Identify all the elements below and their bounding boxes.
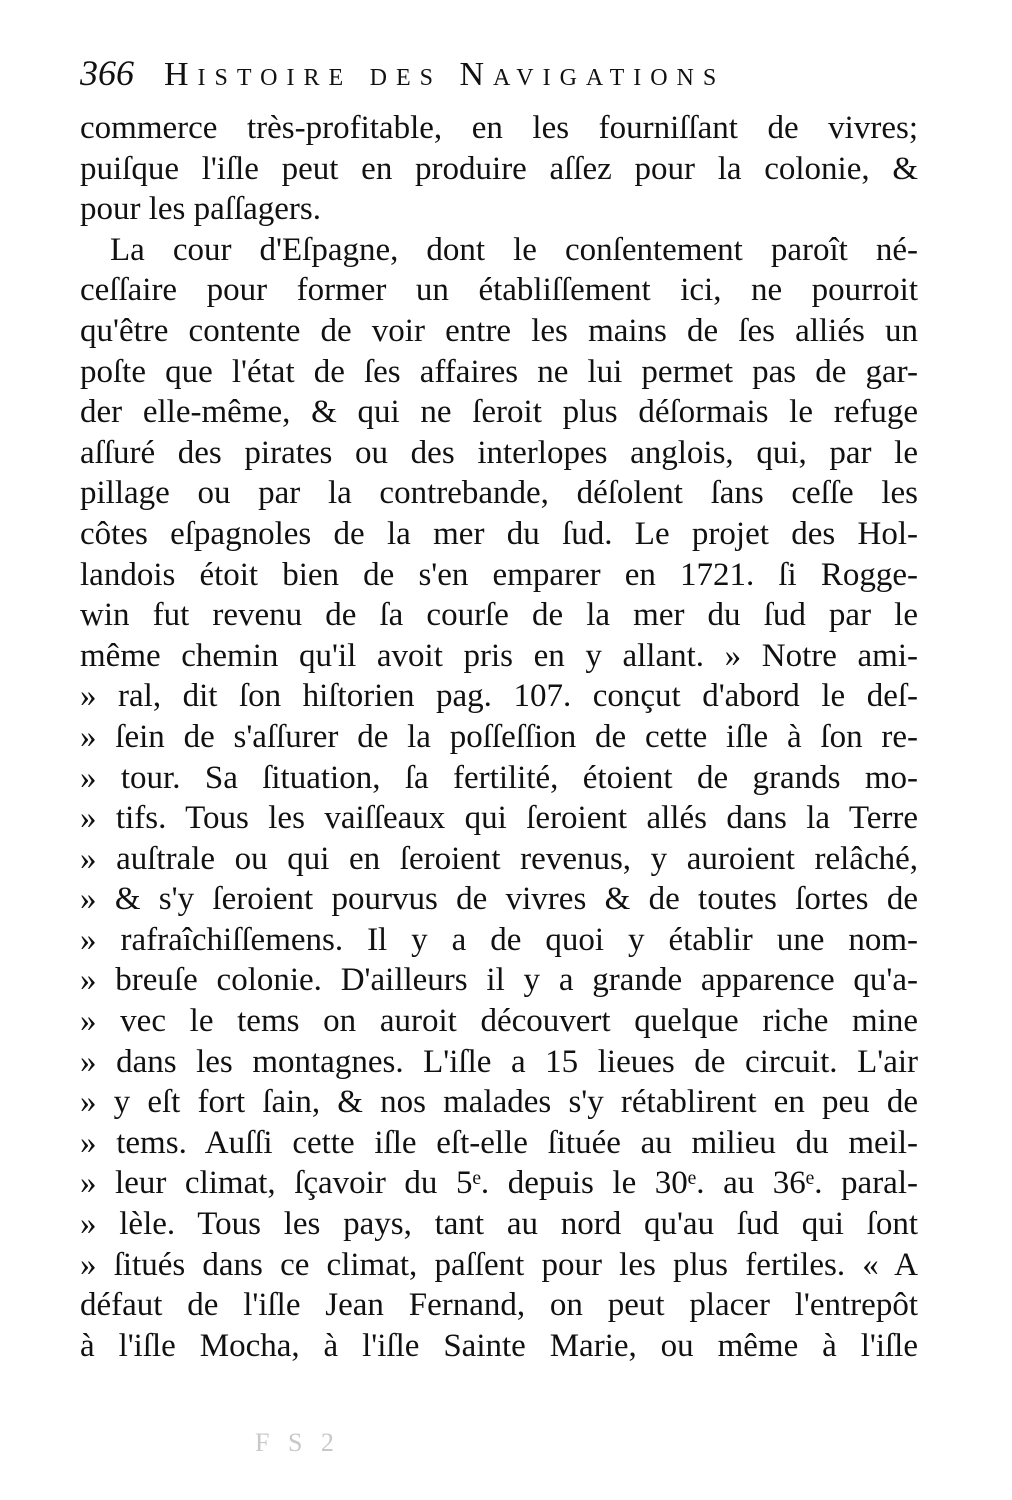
text-line: commerce très-profitable, en les fourniſſant de vivres; <box>80 110 918 146</box>
text-line: » tour. Sa ſituation, ſa fertilité, étoient de grands mo- <box>80 759 918 796</box>
text-line: landois étoit bien de s'en emparer en 1721. ſi Rogge- <box>80 556 918 593</box>
text-line: » ſein de s'aſſurer de la poſſeſſion de cette iſle à ſon re- <box>80 718 918 755</box>
text-line: défaut de l'iſle Jean Fernand, on peut placer l'entrepôt <box>80 1287 918 1324</box>
text-line: » y eſt fort ſain, & nos malades s'y rétablirent en peu de <box>80 1084 918 1121</box>
text-line: » auſtrale ou qui en ſeroient revenus, y auroient relâché, <box>80 840 918 877</box>
text-line: » vec le tems on auroit découvert quelque riche mine <box>80 1003 918 1040</box>
text-line: » ſitués dans ce climat, paſſent pour les plus fertiles. « A <box>80 1246 918 1283</box>
text-line: » breuſe colonie. D'ailleurs il y a grande apparence qu'a- <box>80 962 918 999</box>
running-title: Histoire des Navigations <box>164 56 726 93</box>
text-line: La cour d'Eſpagne, dont le conſentement paroît né- <box>110 231 918 268</box>
text-line: der elle-même, & qui ne ſeroit plus déſormais le refuge <box>80 394 918 431</box>
body-text <box>80 108 918 1366</box>
text-line: » ral, dit ſon hiſtorien pag. 107. conçut d'abord le deſ- <box>80 678 918 715</box>
text-line: puiſque l'iſle peut en produire aſſez pour la colonie, & <box>80 150 918 187</box>
text-line: » tems. Auſſi cette iſle eſt-elle ſituée au milieu du meil- <box>80 1124 918 1161</box>
text-line: » rafraîchiſſemens. Il y a de quoi y établir une nom- <box>80 921 918 958</box>
text-line: » tifs. Tous les vaiſſeaux qui ſeroient allés dans la Terre <box>80 800 918 837</box>
text-line: » lèle. Tous les pays, tant au nord qu'au ſud qui ſont <box>80 1206 918 1243</box>
text-line: pillage ou par la contrebande, déſolent ſans ceſſe les <box>80 475 918 512</box>
text-line: ceſſaire pour former un établiſſement ici, ne pourroit <box>80 272 918 309</box>
text-line: » dans les montagnes. L'iſle a 15 lieues de circuit. L'air <box>80 1043 918 1080</box>
text-line: poſte que l'état de ſes affaires ne lui permet pas de gar- <box>80 353 918 390</box>
page-number: 366 <box>80 53 134 93</box>
text-line: pour les paſſagers. <box>80 191 322 228</box>
text-line: même chemin qu'il avoit pris en y allant. » Notre ami- <box>80 637 918 674</box>
text-line: côtes eſpagnoles de la mer du ſud. Le projet des Hol- <box>80 515 918 552</box>
show-through-mark: F S 2 <box>255 1428 340 1457</box>
running-header <box>80 52 840 102</box>
text-line: qu'être contente de voir entre les mains de ſes alliés un <box>80 312 918 349</box>
text-line: » & s'y ſeroient pourvus de vivres & de toutes ſortes de <box>80 881 918 918</box>
text-line: à l'iſle Mocha, à l'iſle Sainte Marie, ou même à l'iſle <box>80 1327 918 1364</box>
text-line: win fut revenu de ſa courſe de la mer du ſud par le <box>80 597 918 634</box>
text-line: » leur climat, ſçavoir du 5ᵉ. depuis le 30ᵉ. au 36ᵉ. paral- <box>80 1165 918 1202</box>
text-line: aſſuré des pirates ou des interlopes anglois, qui, par le <box>80 434 918 471</box>
